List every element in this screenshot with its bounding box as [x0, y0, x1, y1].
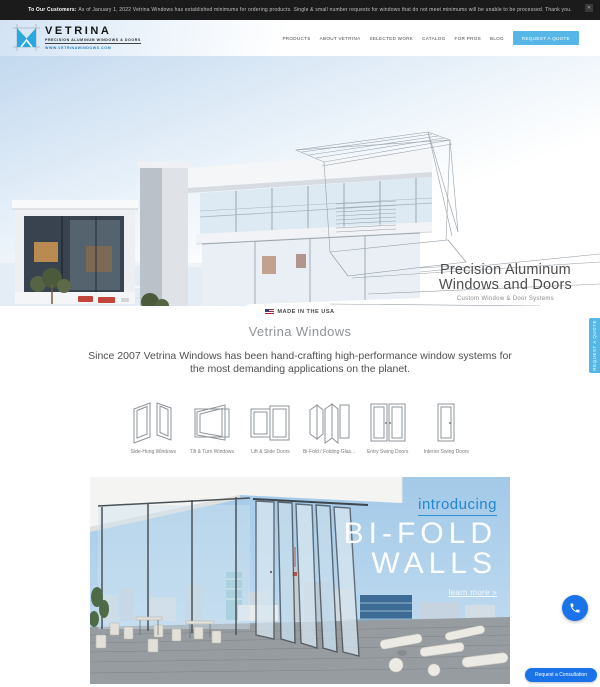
product-categories — [124, 400, 476, 455]
close-icon[interactable]: ✕ — [586, 5, 592, 11]
intro-paragraph: Since 2007 Vetrina Windows has been hand-crafting high-performance window systems for the most demanding applications on the planet. — [88, 350, 512, 375]
interior-swing-doors-icon — [423, 400, 469, 444]
announcement-text — [28, 7, 572, 13]
logo[interactable] — [13, 24, 141, 51]
banner-title-line2: WALLS — [371, 547, 497, 580]
lift-slide-doors-icon — [247, 400, 293, 444]
hero-title-line1: Precision Aluminum — [439, 262, 571, 278]
nav-selected-work[interactable]: SELECTED WORK — [369, 35, 414, 41]
phone-call-button[interactable] — [562, 595, 588, 621]
bifold-folding-glass-icon — [306, 400, 352, 444]
announcement-prefix: To Our Customers: — [28, 7, 77, 13]
product-bifold-folding-glass[interactable] — [300, 400, 359, 455]
request-quote-button[interactable]: REQUEST A QUOTE — [513, 31, 579, 45]
made-in-usa-label: MADE IN THE USA — [277, 309, 335, 315]
product-tilt-turn-windows[interactable] — [183, 400, 242, 455]
entry-swing-doors-icon — [365, 400, 411, 444]
nav-catalog[interactable]: CATALOG — [422, 35, 446, 41]
product-label: Lift & Slide Doors — [251, 449, 290, 455]
logo-text — [45, 25, 141, 50]
section-heading: Vetrina Windows — [248, 324, 352, 339]
hero-subtitle: Custom Window & Door Systems — [456, 295, 554, 302]
vetrina-logo-icon — [13, 24, 40, 51]
product-label: Bi-Fold / Folding Glas... — [302, 449, 356, 455]
product-interior-swing-doors[interactable] — [417, 400, 476, 455]
announcement-bar — [0, 0, 600, 20]
product-lift-slide-doors[interactable] — [241, 400, 300, 455]
nav-blog[interactable]: BLOG — [489, 35, 504, 41]
logo-tagline: PRECISION ALUMINUM WINDOWS & DOORS — [45, 38, 141, 43]
product-label: Side-Hung Windows — [130, 449, 176, 455]
hero-title-line2: Windows and Doors — [438, 277, 572, 294]
banner-kicker: introducing — [418, 496, 497, 516]
product-side-hung-windows[interactable] — [124, 400, 183, 455]
request-quote-side-tab[interactable] — [589, 318, 600, 373]
site-header — [0, 20, 600, 56]
product-label: Interior Swing Doors — [423, 449, 469, 455]
made-in-usa-badge — [0, 309, 600, 315]
request-consultation-button[interactable]: Request a Consultation — [525, 668, 597, 682]
main-nav — [282, 20, 579, 56]
logo-url: WWW.VETRINAWINDOWS.COM — [45, 45, 112, 50]
side-tab-label: REQUEST A QUOTE — [592, 320, 597, 371]
us-flag-icon — [265, 309, 274, 315]
phone-icon — [569, 602, 581, 614]
banner-copy — [344, 496, 497, 600]
nav-products[interactable]: PRODUCTS — [282, 35, 311, 41]
nav-about-vetrina[interactable]: ABOUT VETRINA — [319, 35, 361, 41]
tilt-turn-windows-icon — [189, 400, 235, 444]
hero-text — [439, 263, 572, 302]
product-label: Tilt & Turn Windows — [189, 449, 235, 455]
announcement-body: As of January 1, 2022 Vetrina Windows has established minimums for ordering products. Single & small number requests for windows that do not meet minimums will be unable to be processed. Thank you. — [78, 7, 572, 13]
banner-title-line1: BI-FOLD — [343, 517, 497, 550]
learn-more-link[interactable]: learn more » — [448, 588, 497, 597]
hero-section — [0, 56, 600, 306]
side-hung-windows-icon — [130, 400, 176, 444]
bifold-walls-banner — [90, 477, 510, 684]
nav-for-pros[interactable]: FOR PROS — [454, 35, 481, 41]
product-entry-swing-doors[interactable] — [358, 400, 417, 455]
logo-name: VETRINA — [45, 25, 112, 38]
product-label: Entry Swing Doors — [366, 449, 409, 455]
